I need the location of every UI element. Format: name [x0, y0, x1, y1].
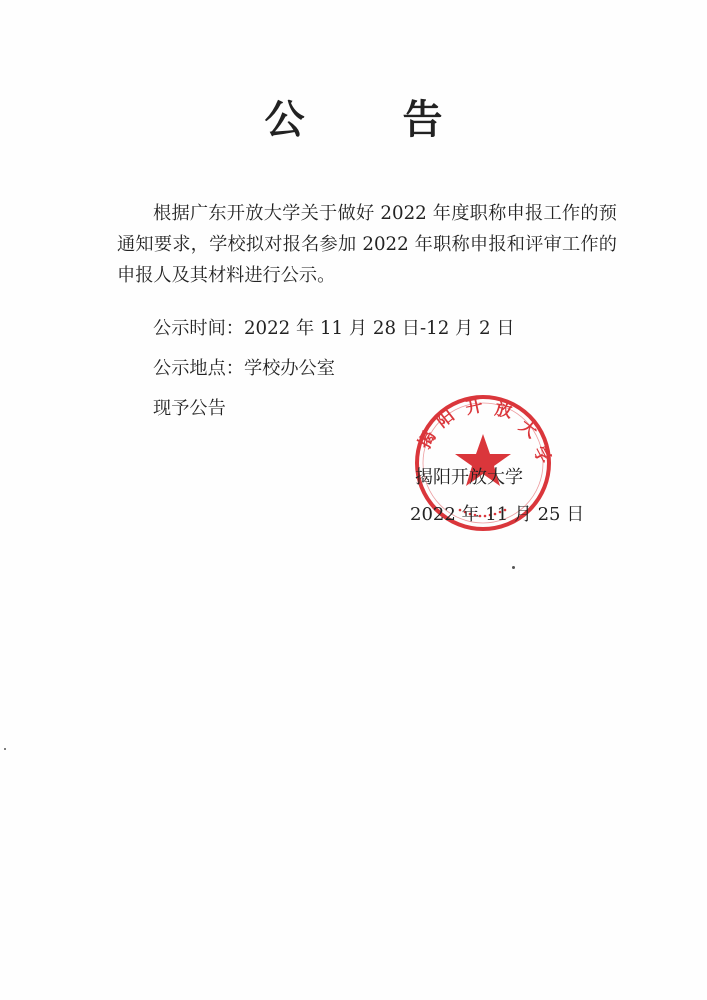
notice-body	[117, 198, 617, 291]
signature-date: 2022 年 11 月 25 日	[410, 504, 585, 525]
svg-text:放: 放	[492, 399, 514, 423]
svg-text:学: 学	[528, 442, 554, 468]
closing-statement: 现予公告	[153, 398, 226, 419]
svg-text:大: 大	[514, 416, 541, 443]
notice-paragraph: 根据广东开放大学关于做好 2022 年度职称申报工作的预通知要求，学校拟对报名参加 2022 年职称申报和评审工作的申报人及其材料进行公示。	[117, 203, 617, 286]
svg-text:开: 开	[463, 395, 485, 419]
publicity-place: 公示地点：学校办公室	[153, 358, 335, 379]
notice-title: 公 告	[264, 96, 485, 143]
svg-text:揭: 揭	[414, 427, 441, 453]
scan-speck	[4, 748, 6, 750]
signature-organization: 揭阳开放大学	[415, 467, 523, 488]
scan-speck	[512, 566, 515, 569]
svg-text:阳: 阳	[432, 405, 459, 432]
publicity-time: 公示时间：2022 年 11 月 28 日-12 月 2 日	[153, 318, 515, 339]
